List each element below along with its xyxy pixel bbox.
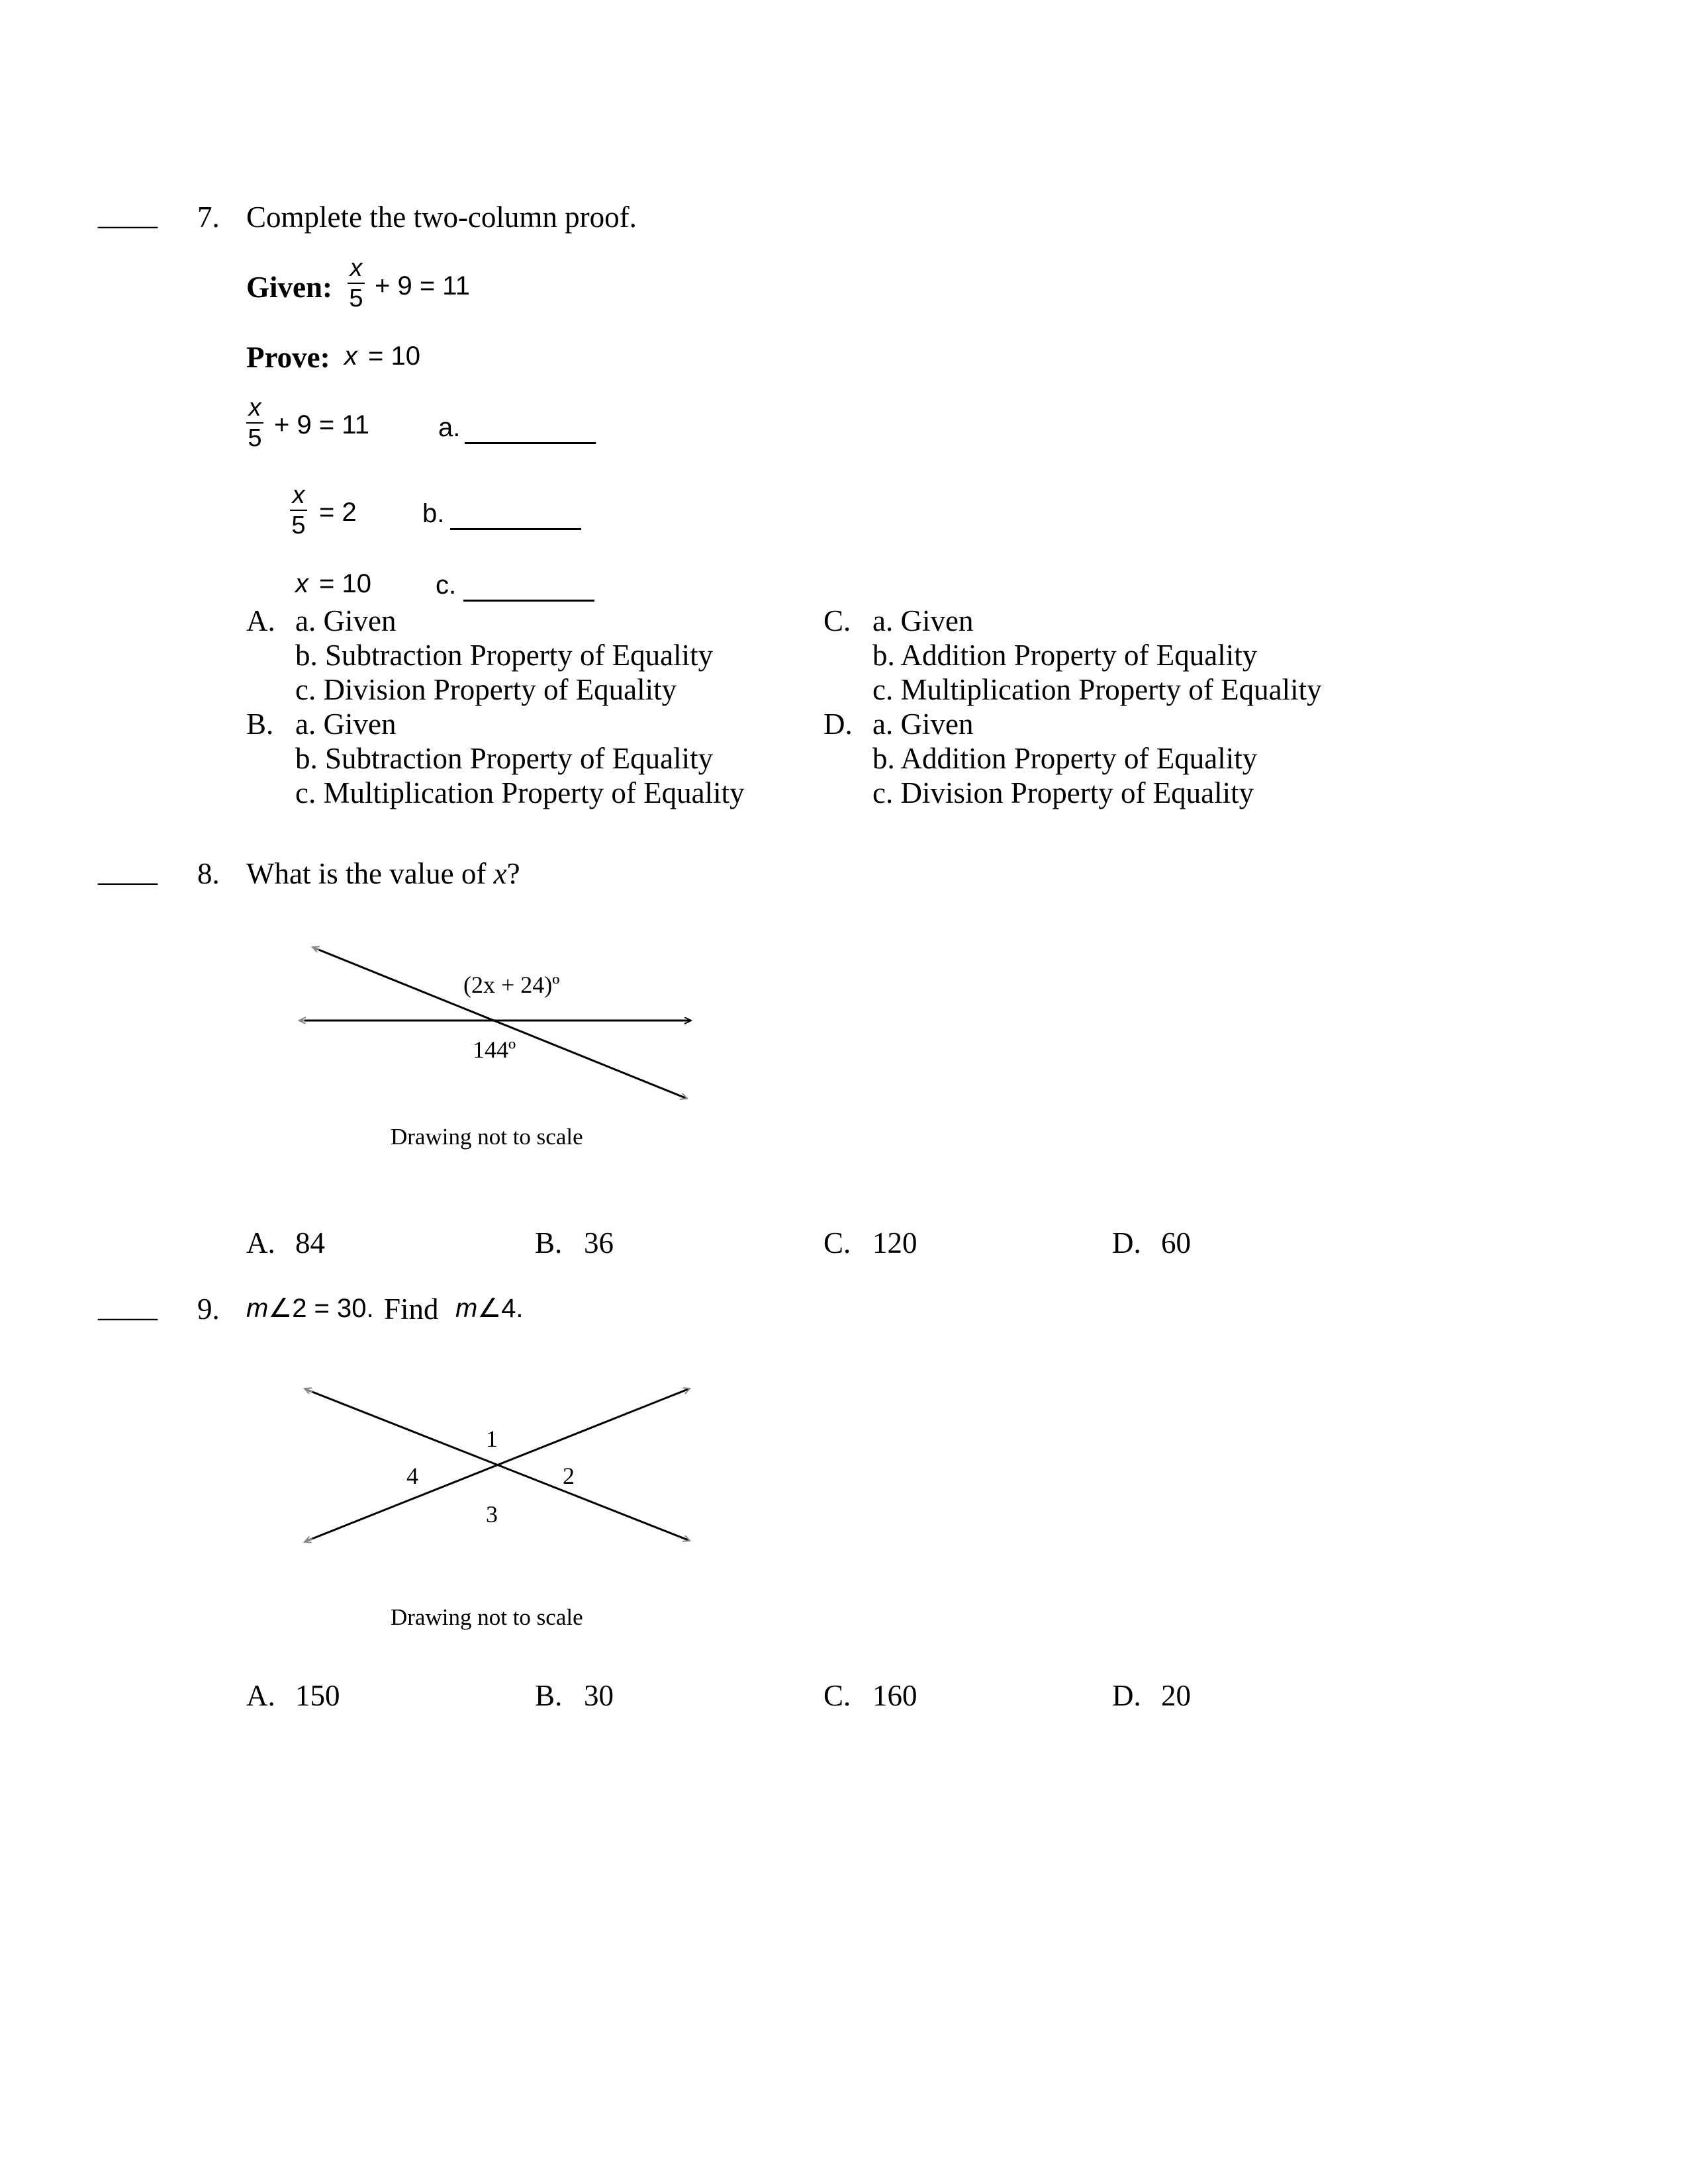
choice-letter: D. [1112,1226,1141,1259]
choice-letter: D. [823,707,853,741]
choice-line: b. Subtraction Property of Equality [295,639,714,672]
figure-caption: Drawing not to scale [391,1604,583,1630]
choice-line: b. Subtraction Property of Equality [295,742,714,775]
find-expression-rest: ∠4. [477,1294,524,1323]
angle-label-3: 3 [486,1501,498,1527]
step-equation-rest: = 10 [319,569,371,598]
choice-value: 84 [295,1226,325,1259]
given-fraction [348,255,365,312]
answer-blank[interactable]: ____ [98,1290,158,1323]
prove-equation-rest: = 10 [368,341,420,371]
choice-line: a. Given [872,707,974,741]
choice-letter: A. [246,1226,275,1259]
question-number: 7. [197,201,220,234]
step-fraction [290,482,307,539]
question-number: 8. [197,857,220,890]
given-equation-rest: + 9 = 11 [375,271,470,300]
choice-line: c. Multiplication Property of Equality [872,673,1322,706]
step-equation-rest: = 2 [319,498,357,527]
choice-letter: C. [823,604,851,637]
fraction-bar [348,283,365,284]
question-text [246,856,520,891]
transversal-line [314,948,687,1099]
fraction-numerator: x [248,394,261,422]
choice-value: 160 [872,1679,917,1712]
angle-label-1: 1 [486,1426,498,1452]
angle-figure [285,927,708,1125]
choice-letter: D. [1112,1679,1141,1712]
fraction-numerator: x [292,481,305,509]
figure-caption: Drawing not to scale [391,1124,583,1150]
choice-value: 120 [872,1226,917,1259]
angle-label-2: 2 [563,1463,575,1489]
choice-line: b. Addition Property of Equality [872,742,1258,775]
reason-blank[interactable] [450,502,581,530]
fraction-bar [290,510,307,511]
angle-label-4: 4 [406,1463,418,1489]
step-fraction [246,394,263,451]
choice-letter: C. [823,1679,851,1712]
choice-letter: B. [246,707,274,741]
question-text-variable: x [493,857,507,890]
choice-line: a. Given [295,707,397,741]
question-number: 9. [197,1293,220,1326]
fraction-denominator: 5 [291,512,306,539]
choice-letter: A. [246,604,275,637]
choice-letter: B. [535,1679,563,1712]
transversal-left-arrow [312,947,319,950]
reason-label: b. [422,499,445,528]
fraction-denominator: 5 [349,285,363,312]
reason-label: a. [438,413,461,442]
step-variable: x [295,569,308,598]
measure-symbol: m [455,1294,478,1323]
fraction-bar [246,422,263,424]
given-expression [246,1293,374,1324]
find-expression [455,1293,524,1324]
find-label: Find [384,1293,439,1326]
question-text: Complete the two-column proof. [246,201,637,234]
question-text-suffix: ? [506,857,520,890]
choice-value: 150 [295,1679,340,1712]
choice-letter: C. [823,1226,851,1259]
reason-blank[interactable] [465,416,596,444]
measure-symbol: m [246,1294,269,1323]
choice-letter: B. [535,1226,563,1259]
choice-letter: A. [246,1679,275,1712]
fraction-numerator: x [350,254,363,282]
given-expression-rest: ∠2 = 30. [268,1294,374,1323]
choice-line: c. Division Property of Equality [872,776,1254,809]
choice-value: 20 [1161,1679,1191,1712]
step-equation-rest: + 9 = 11 [274,410,369,439]
reason-label: c. [436,570,457,600]
choice-value: 36 [584,1226,614,1259]
choice-value: 30 [584,1679,614,1712]
prove-variable: x [344,341,357,371]
reason-blank[interactable] [463,573,594,602]
choice-line: a. Given [872,604,974,637]
bottom-angle-label: 144º [473,1036,516,1063]
answer-blank[interactable]: ____ [98,198,158,231]
choice-line: b. Addition Property of Equality [872,639,1258,672]
top-angle-label: (2x + 24)º [463,972,560,998]
choice-line: c. Multiplication Property of Equality [295,776,745,809]
choice-value: 60 [1161,1226,1191,1259]
question-text-prefix: What is the value of [246,857,494,890]
prove-label: Prove: [246,341,330,374]
answer-blank[interactable]: ____ [98,854,158,887]
fraction-denominator: 5 [248,424,262,452]
choice-line: a. Given [295,604,397,637]
given-label: Given: [246,271,332,304]
choice-line: c. Division Property of Equality [295,673,677,706]
angle-figure [285,1363,708,1562]
